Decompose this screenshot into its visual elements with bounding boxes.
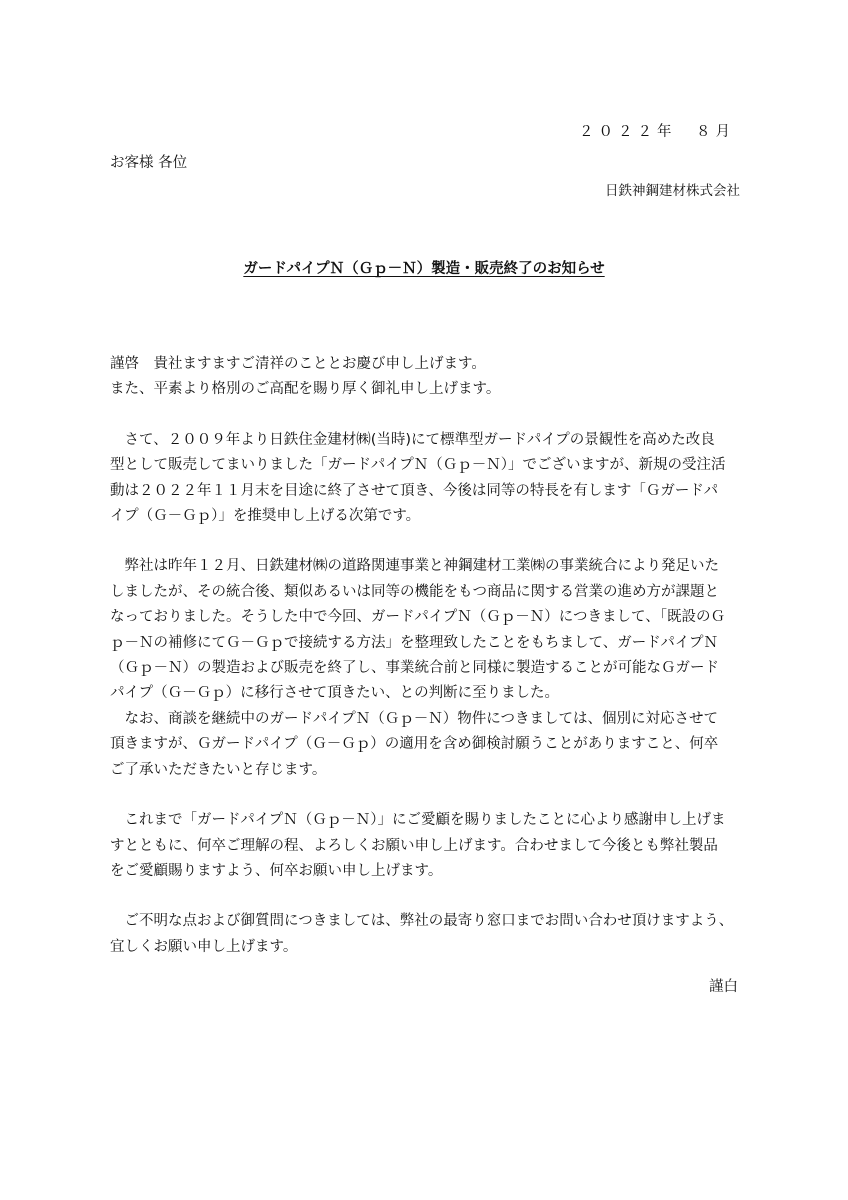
body-line: （Ｇｐ－Ｎ）の製造および販売を終了し、事業統合前と同様に製造することが可能なＧガード xyxy=(110,660,719,677)
body-line: 型として販売してまいりました「ガードパイプＮ（Ｇｐ－Ｎ）」でございますが、新規の受注活 xyxy=(110,457,726,474)
body-line: なっておりました。そうした中で今回、ガードパイプＮ（Ｇｐ－Ｎ）につきまして、「既設のＧ xyxy=(110,609,725,626)
body-line: パイプ（Ｇ－Ｇｐ）に移行させて頂きたい、との判断に至りました。 xyxy=(110,685,560,702)
paragraph-background xyxy=(110,554,740,783)
body-line: すとともに、何卒ご理解の程、よろしくお願い申し上げます。合わせまして今後とも弊社製品 xyxy=(110,837,718,854)
notice-title: ガードパイプＮ（Ｇｐ－Ｎ）製造・販売終了のお知らせ xyxy=(243,261,605,277)
body-line: イプ（Ｇ－Ｇｐ）」を推奨申し上げる次第です。 xyxy=(110,508,421,525)
letter-date: ２０２２年 ８月 xyxy=(579,124,735,140)
body-line: なお、商談を継続中のガードパイプＮ（Ｇｐ－Ｎ）物件につきましては、個別に対応させて xyxy=(110,710,718,727)
company-name: 日鉄神鋼建材株式会社 xyxy=(605,183,740,199)
paragraph-gap xyxy=(110,783,740,808)
body-line: 弊社は昨年１２月、日鉄建材㈱の道路関連事業と神鋼建材工業㈱の事業統合により発足いた xyxy=(110,558,719,575)
body-line: ｐ－Ｎの補修にてＧ－Ｇｐで接続する方法」を整理致したことをもちまして、ガードパイプＮ xyxy=(110,634,718,651)
body-line: をご愛顧賜りますよう、何卒お願い申し上げます。 xyxy=(110,862,443,879)
body-line: これまで「ガードパイプＮ（Ｇｐ－Ｎ）」にご愛顧を賜りましたことに心より感謝申し上げま xyxy=(110,812,726,829)
letter-body xyxy=(110,352,740,960)
body-line: 宜しくお願い申し上げます。 xyxy=(110,938,298,955)
paragraph-gap xyxy=(110,884,740,909)
paragraph-gap xyxy=(110,529,740,554)
greeting-line: また、平素より格別のご高配を賜り厚く御礼申し上げます。 xyxy=(110,381,501,398)
body-line: ご不明な点および御質問につきましては、弊社の最寄り窓口までお問い合わせ頂けますよう、 xyxy=(110,913,734,930)
paragraph-gratitude xyxy=(110,808,740,884)
body-line: 動は２０２２年１１月末を目途に終了させて頂き、今後は同等の特長を有します「Ｇガードパ xyxy=(110,482,719,499)
body-line: ご了承いただきたいと存じます。 xyxy=(110,761,327,778)
greeting-line: 謹啓 貴社ますますご清祥のこととお慶び申し上げます。 xyxy=(110,356,486,372)
body-line: しましたが、その統合後、類似あるいは同等の機能をもつ商品に関する営業の進め方が課題と xyxy=(110,583,719,600)
recipient-line: お客様 各位 xyxy=(110,155,188,171)
body-line: 頂きますが、Ｇガードパイプ（Ｇ－Ｇｐ）の適用を含め御検討願うことがありますこと、何卒 xyxy=(110,736,719,753)
paragraph-gap xyxy=(110,403,740,428)
closing-salutation: 謹白 xyxy=(709,979,738,995)
paragraph-discontinuation xyxy=(110,428,740,530)
paragraph-contact xyxy=(110,909,740,960)
body-line: さて、２００９年より日鉄住金建材㈱(当時)にて標準型ガードパイプの景観性を高めた改良 xyxy=(110,431,715,448)
greeting-block xyxy=(110,352,740,403)
